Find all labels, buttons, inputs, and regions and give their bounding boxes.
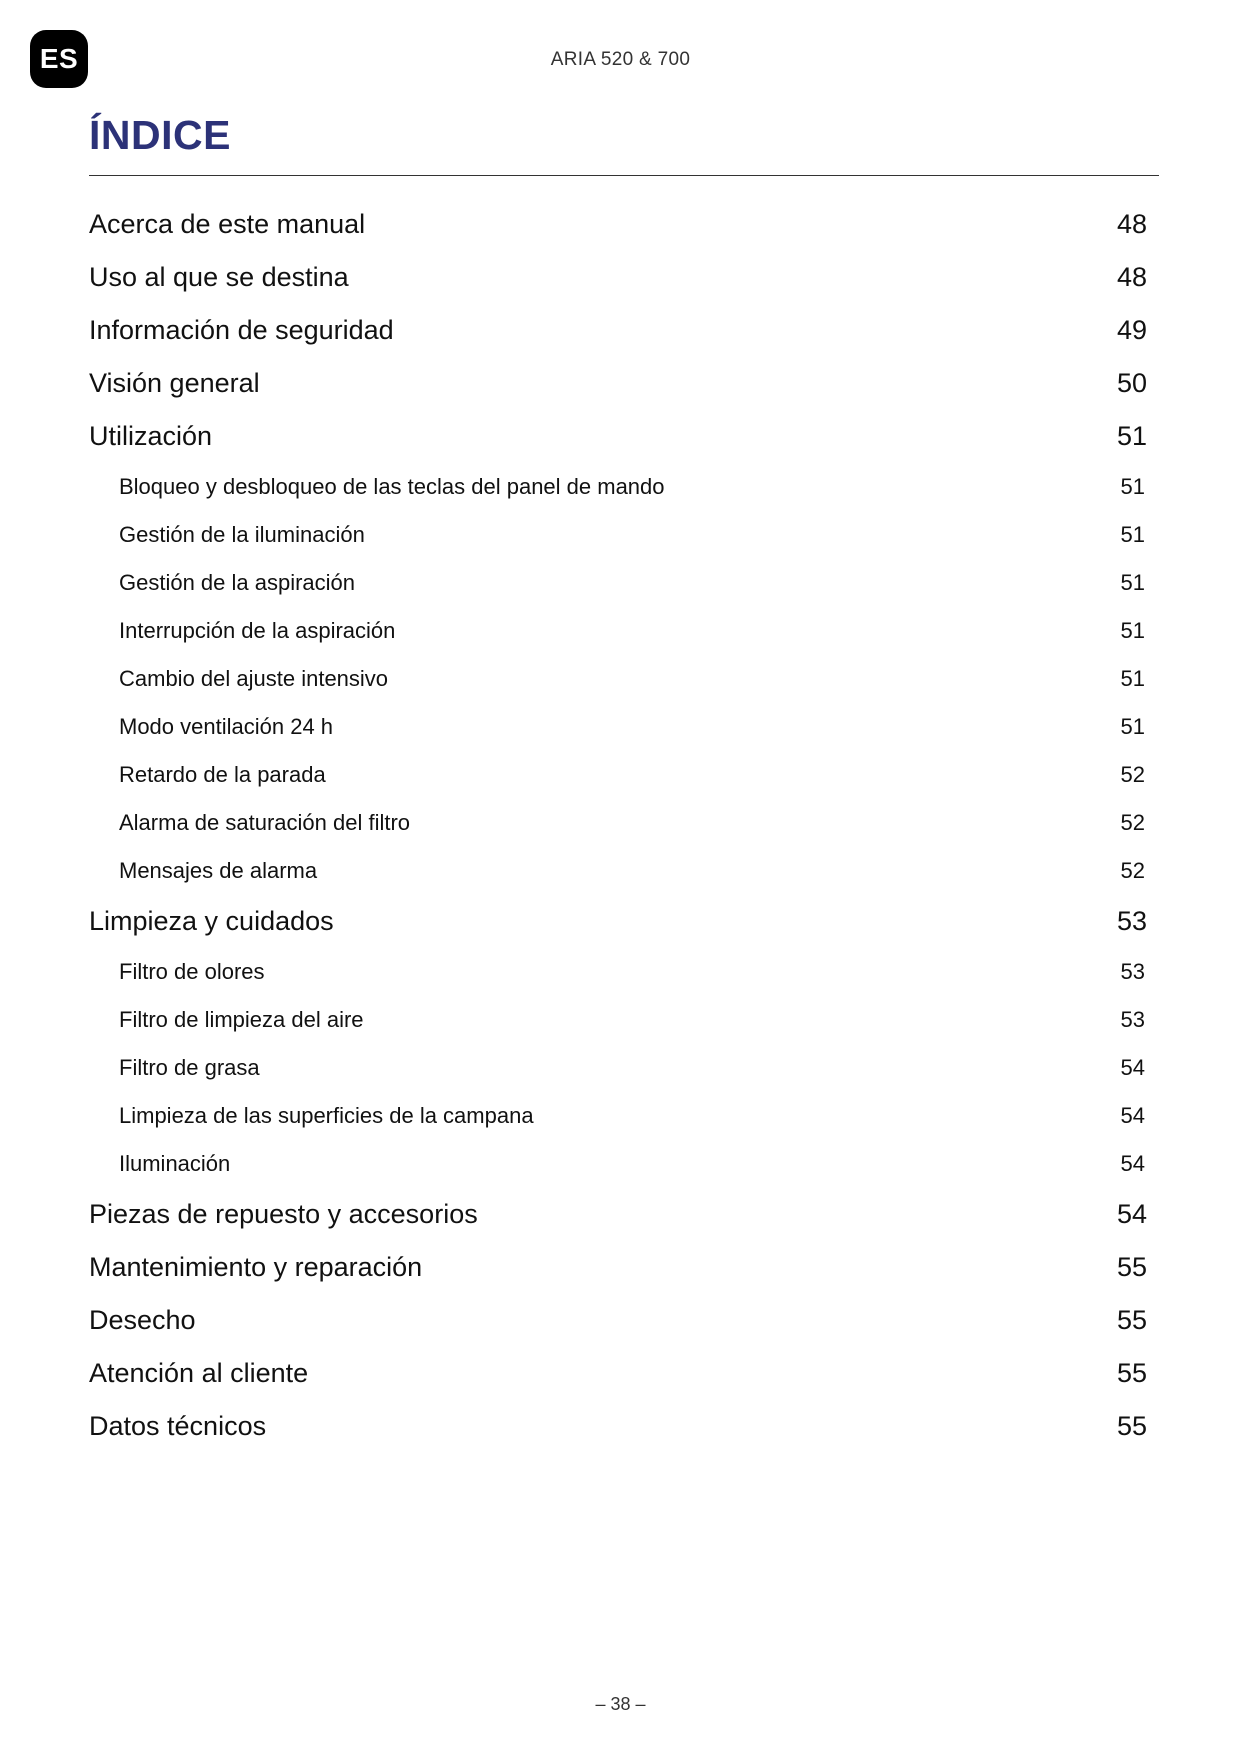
- toc-entry-page: 49: [1116, 315, 1147, 345]
- toc-entry[interactable]: [89, 1294, 1147, 1347]
- toc-entry-page: 55: [1116, 1252, 1147, 1282]
- toc-entry-label: Gestión de la aspiración: [119, 570, 356, 595]
- toc-entry-page: 55: [1116, 1358, 1147, 1388]
- toc-entry-label: Alarma de saturación del filtro: [119, 810, 411, 835]
- toc-entry-label: Filtro de grasa: [119, 1055, 260, 1080]
- toc-subentry[interactable]: [89, 463, 1147, 511]
- toc-entry-label: Uso al que se destina: [89, 262, 349, 292]
- toc-subentry[interactable]: [89, 847, 1147, 895]
- toc-subentry[interactable]: [89, 1044, 1147, 1092]
- toc-entry-label: Atención al cliente: [89, 1358, 309, 1388]
- toc-subentry[interactable]: [89, 559, 1147, 607]
- language-badge: ES: [30, 30, 88, 88]
- toc-entry-label: Datos técnicos: [89, 1411, 267, 1441]
- toc-entry[interactable]: [89, 1400, 1147, 1453]
- toc-entry-page: 48: [1116, 209, 1147, 239]
- toc-entry[interactable]: [89, 895, 1147, 948]
- toc-entry-label: Utilización: [89, 421, 213, 451]
- toc-entry-page: 51: [1120, 618, 1145, 643]
- toc-entry-page: 51: [1120, 666, 1145, 691]
- toc-entry-page: 53: [1120, 959, 1145, 984]
- toc-entry-page: 51: [1120, 474, 1145, 499]
- toc-entry-page: 51: [1120, 714, 1145, 739]
- toc-entry-label: Modo ventilación 24 h: [119, 714, 334, 739]
- toc-entry-label: Iluminación: [119, 1151, 231, 1176]
- toc-entry-page: 52: [1120, 858, 1145, 883]
- toc-entry-label: Cambio del ajuste intensivo: [119, 666, 389, 691]
- toc-entry-label: Gestión de la iluminación: [119, 522, 365, 547]
- toc-entry-page: 54: [1116, 1199, 1147, 1229]
- toc-entry-label: Bloqueo y desbloqueo de las teclas del panel de mando: [119, 474, 665, 499]
- toc-entry-page: 55: [1116, 1411, 1147, 1441]
- page-number: – 38 –: [595, 1694, 646, 1714]
- toc-entry-label: Interrupción de la aspiración: [119, 618, 396, 643]
- toc-entry-label: Piezas de repuesto y accesorios: [89, 1199, 478, 1229]
- toc-entry[interactable]: [89, 1241, 1147, 1294]
- toc-entry-label: Mantenimiento y reparación: [89, 1252, 423, 1282]
- toc-entry[interactable]: [89, 357, 1147, 410]
- toc-entry-label: Mensajes de alarma: [119, 858, 318, 883]
- toc-entry-label: Visión general: [89, 368, 260, 398]
- toc-entry[interactable]: [89, 410, 1147, 463]
- toc-entry[interactable]: [89, 198, 1147, 251]
- toc-entry-page: 51: [1120, 570, 1145, 595]
- toc-subentry[interactable]: [89, 948, 1147, 996]
- toc-entry-label: Desecho: [89, 1305, 196, 1335]
- toc-entry-label: Acerca de este manual: [89, 209, 366, 239]
- table-of-contents: [89, 198, 1147, 1453]
- toc-entry-page: 54: [1120, 1151, 1145, 1176]
- title-divider: [89, 175, 1159, 176]
- toc-entry[interactable]: [89, 304, 1147, 357]
- toc-subentry[interactable]: [89, 1140, 1147, 1188]
- toc-subentry[interactable]: [89, 996, 1147, 1044]
- toc-entry[interactable]: [89, 251, 1147, 304]
- toc-entry-label: Filtro de olores: [119, 959, 265, 984]
- toc-subentry[interactable]: [89, 511, 1147, 559]
- toc-entry-page: 53: [1120, 1007, 1145, 1032]
- page-title: ÍNDICE: [89, 112, 231, 158]
- toc-entry-label: Información de seguridad: [89, 315, 394, 345]
- toc-entry-page: 53: [1116, 906, 1147, 936]
- toc-entry-page: 55: [1116, 1305, 1147, 1335]
- toc-entry-label: Limpieza y cuidados: [89, 906, 334, 936]
- toc-subentry[interactable]: [89, 1092, 1147, 1140]
- toc-entry[interactable]: [89, 1188, 1147, 1241]
- toc-subentry[interactable]: [89, 751, 1147, 799]
- document-header: ARIA 520 & 700: [550, 49, 691, 70]
- toc-entry-label: Limpieza de las superficies de la campana: [119, 1103, 534, 1128]
- toc-entry-page: 54: [1120, 1055, 1145, 1080]
- toc-entry-label: Retardo de la parada: [119, 762, 326, 787]
- toc-entry-page: 51: [1120, 522, 1145, 547]
- toc-subentry[interactable]: [89, 799, 1147, 847]
- toc-entry-label: Filtro de limpieza del aire: [119, 1007, 364, 1032]
- toc-entry-page: 54: [1120, 1103, 1145, 1128]
- toc-subentry[interactable]: [89, 607, 1147, 655]
- toc-entry-page: 50: [1116, 368, 1147, 398]
- toc-entry-page: 51: [1116, 421, 1147, 451]
- toc-entry[interactable]: [89, 1347, 1147, 1400]
- toc-entry-page: 52: [1120, 810, 1145, 835]
- toc-entry-page: 48: [1116, 262, 1147, 292]
- toc-subentry[interactable]: [89, 703, 1147, 751]
- toc-subentry[interactable]: [89, 655, 1147, 703]
- toc-entry-page: 52: [1120, 762, 1145, 787]
